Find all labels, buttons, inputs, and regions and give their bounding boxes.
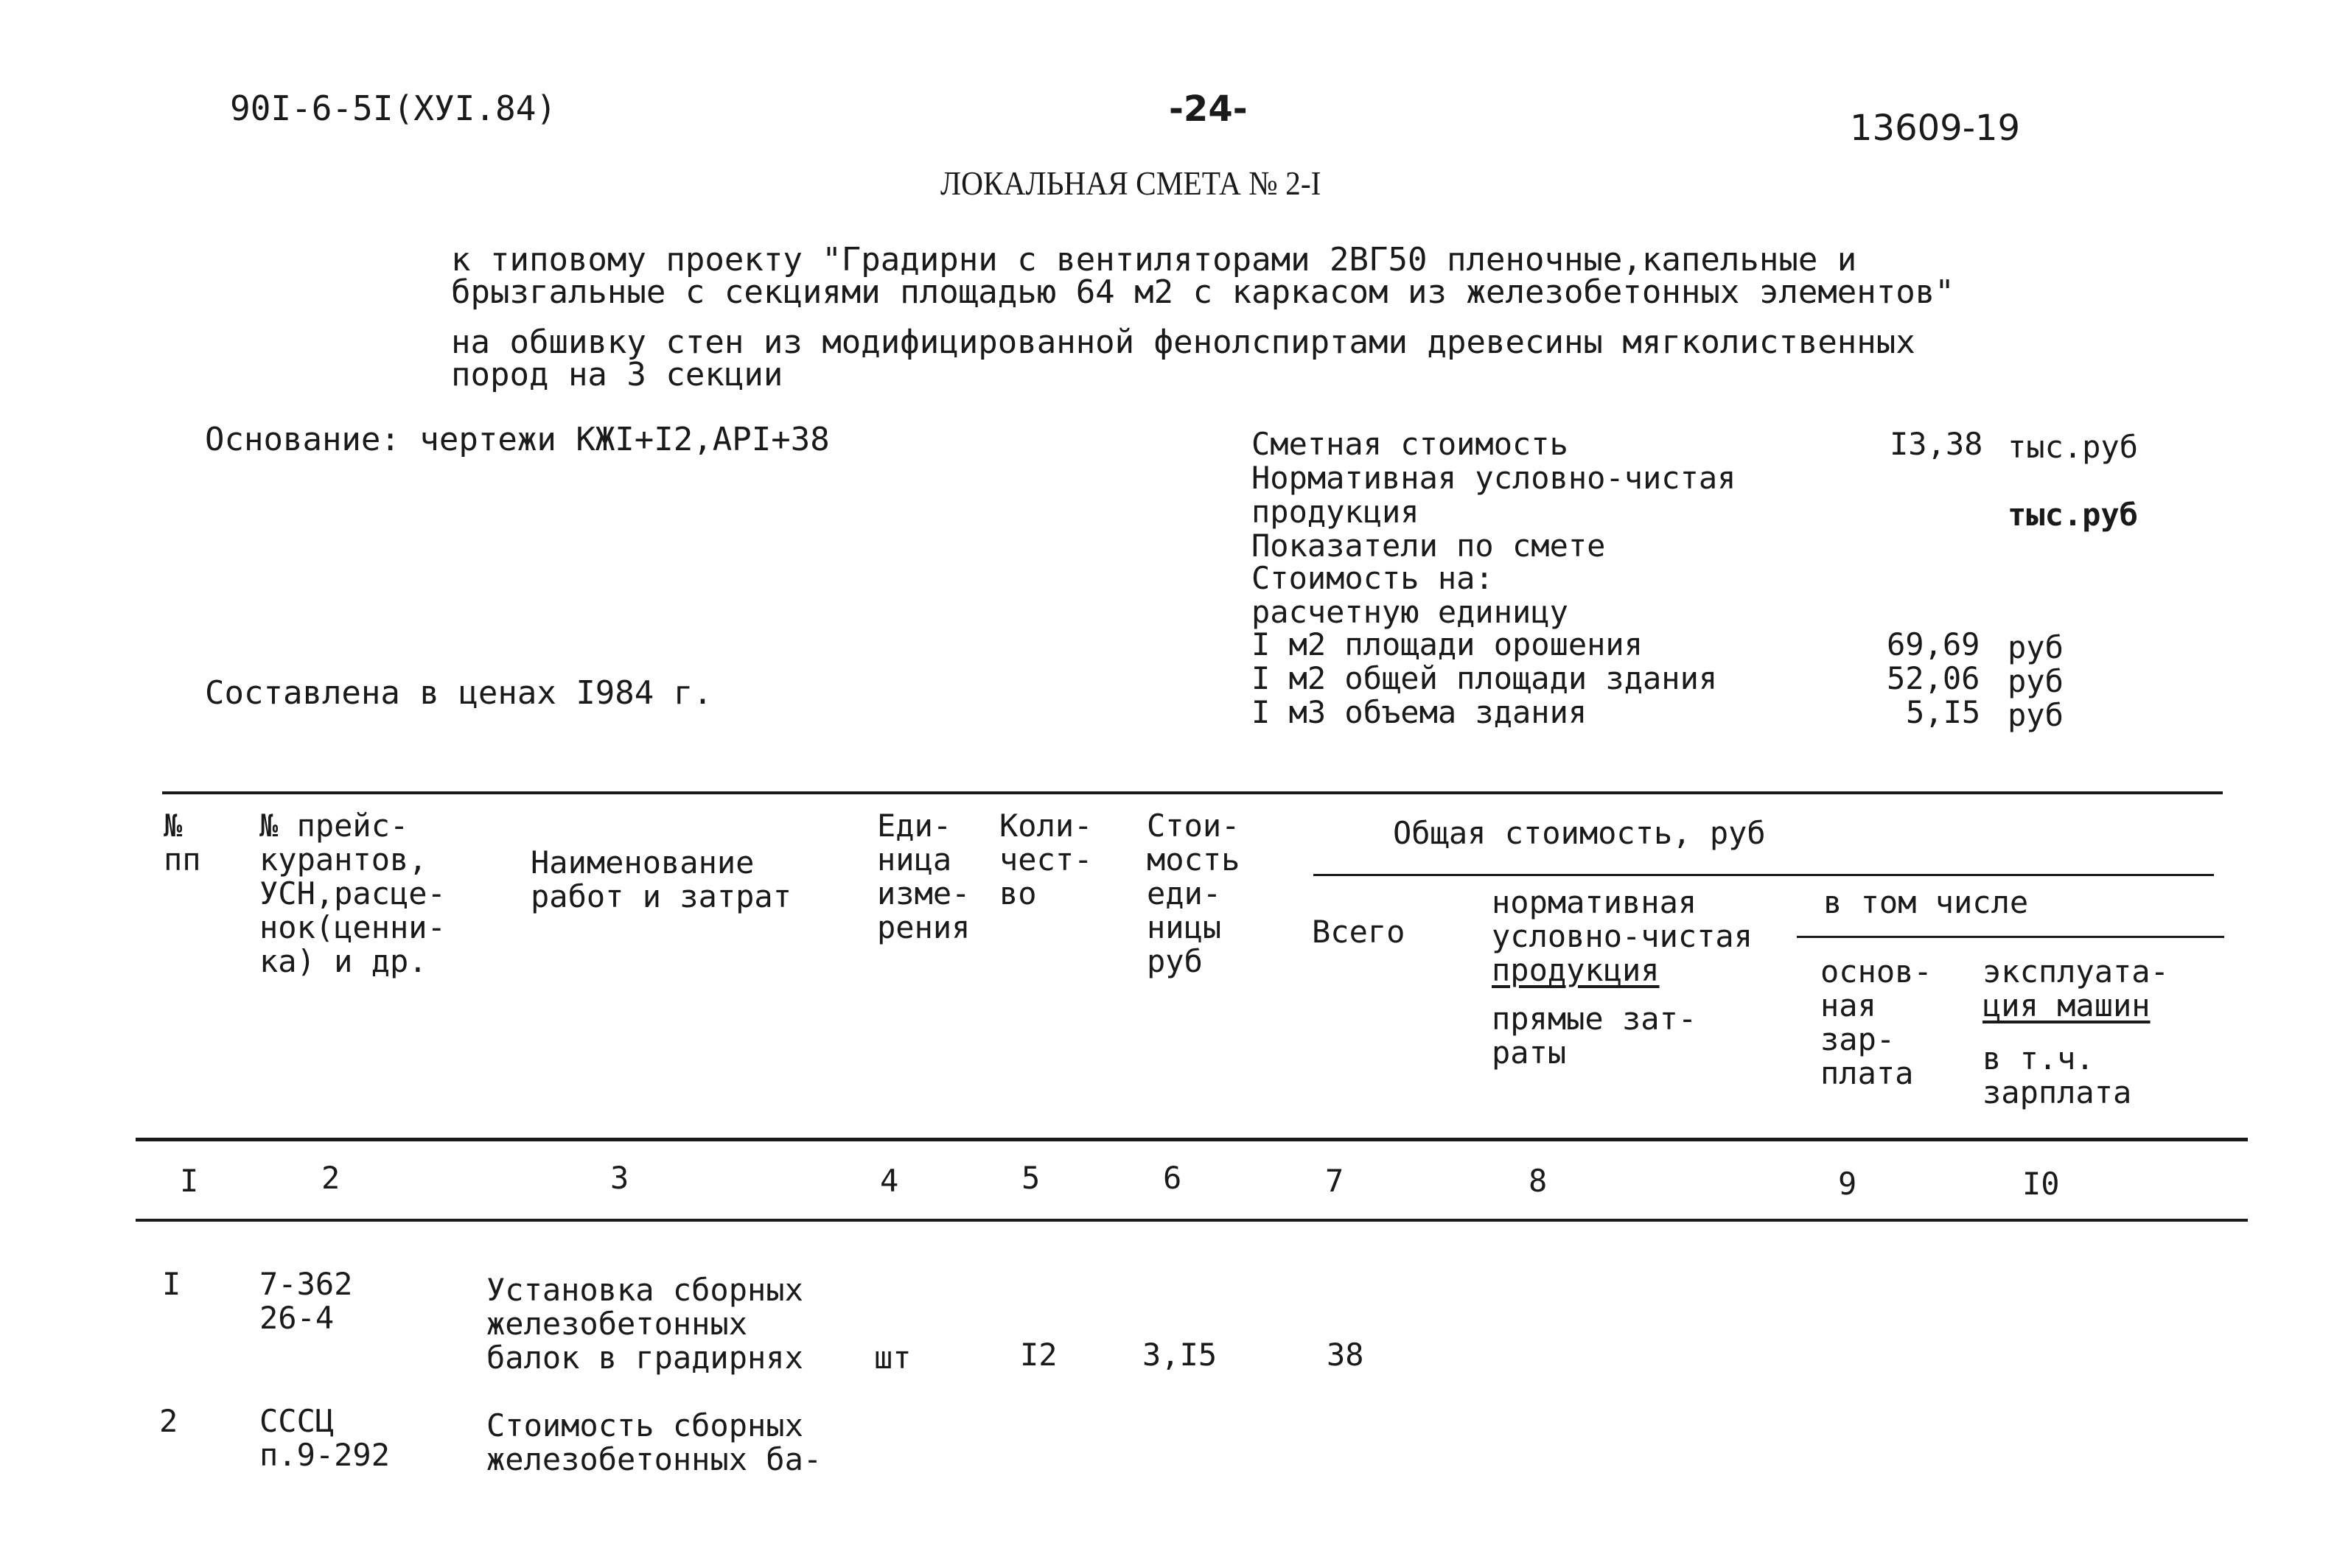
indicator-row-value: 69,69	[1887, 626, 1980, 662]
row-work-name: Стоимость сборных железобетонных ба-	[486, 1407, 822, 1477]
indicator-row-unit: руб	[2008, 697, 2064, 733]
estimated-cost-unit: тыс.руб	[2008, 429, 2139, 465]
indicator-row-unit: руб	[2008, 663, 2064, 699]
unit-label: расчетную единицу	[1251, 594, 1568, 630]
row-price-ref: 7-362 26-4	[259, 1266, 353, 1336]
header-bottom-rule	[136, 1138, 2248, 1141]
header-col-price-ref: № прейс- курантов, УСН,расце- нок(ценни- ка) и др.	[259, 808, 446, 979]
header-including: в том числе	[1823, 884, 2029, 920]
column-number: I	[180, 1163, 199, 1199]
column-number: 8	[1529, 1163, 1548, 1199]
column-number: 6	[1163, 1160, 1182, 1196]
indicator-row-value: 52,06	[1887, 660, 1980, 696]
total-header-rule	[1313, 874, 2214, 876]
indicator-row-label: I м2 площади орошения	[1251, 626, 1643, 662]
row-total: 38	[1327, 1337, 1364, 1373]
indicator-row-value: 5,I5	[1906, 694, 1981, 730]
column-number: 3	[610, 1160, 629, 1196]
row-unit: шт	[874, 1340, 912, 1376]
header-total-cost: Общая стоимость, руб	[1393, 815, 1766, 851]
normative-unit: тыс.руб	[2008, 497, 2139, 533]
header-col-machines: эксплуата- ция машин	[1983, 953, 2169, 1023]
column-number: 9	[1838, 1166, 1857, 1202]
header-col-number: № пп	[164, 808, 201, 878]
row-quantity: I2	[1020, 1337, 1058, 1373]
document-code: 90I-6-5I(XУI.84)	[230, 88, 557, 128]
compiled-text: Составлена в ценах I984 г.	[205, 674, 713, 712]
basis-text: Основание: чертежи КЖI+I2,АРI+38	[205, 421, 830, 458]
description-line-3: на обшивку стен из модифицированной фенолспиртами древесины мягколиственных	[451, 323, 1915, 361]
estimated-cost-value: I3,38	[1890, 426, 1983, 462]
estimated-cost-label: Сметная стоимость	[1251, 426, 1568, 462]
description-line-2: брызгальные с секциями площадью 64 м2 с каркасом из железобетонных элементов"	[451, 273, 1954, 311]
page-number: -24-	[1169, 88, 1248, 130]
row-number: I	[162, 1266, 181, 1302]
column-number: 2	[321, 1160, 340, 1196]
table-top-rule	[162, 791, 2223, 794]
numbers-bottom-rule	[136, 1219, 2248, 1222]
row-work-name: Установка сборных железобетонных балок в градирнях	[486, 1272, 803, 1376]
indicator-row-unit: руб	[2008, 629, 2064, 665]
normative-label-2: продукция	[1251, 494, 1419, 530]
header-col-base-salary: основ- ная зар- плата	[1820, 953, 1932, 1091]
row-price-ref: СССЦ п.9-292	[259, 1403, 391, 1473]
normative-label-1: Нормативная условно-чистая	[1251, 460, 1736, 496]
column-number: I0	[2022, 1166, 2060, 1202]
header-col-direct-costs: прямые зат- раты	[1492, 1001, 1697, 1071]
row-unit-cost: 3,I5	[1142, 1337, 1218, 1373]
column-number: 4	[880, 1163, 899, 1199]
header-col-normative: нормативная условно-чистая продукция	[1492, 884, 1753, 988]
indicator-row-label: I м2 общей площади здания	[1251, 660, 1718, 696]
cost-on-label: Стоимость на:	[1251, 560, 1494, 596]
header-col-quantity: Коли- чест- во	[999, 808, 1093, 911]
header-col-unit: Еди- ница изме- рения	[877, 808, 971, 945]
header-col-unit-cost: Стои- мость еди- ницы руб	[1147, 808, 1240, 979]
row-number: 2	[159, 1403, 178, 1439]
column-number: 7	[1325, 1163, 1344, 1199]
description-line-4: пород на 3 секции	[451, 356, 783, 393]
header-col-total: Всего	[1312, 914, 1405, 950]
indicator-row-label: I м3 объема здания	[1251, 694, 1587, 730]
description-line-1: к типовому проекту "Градирни с вентиляторами 2ВГ50 пленочные,капельные и	[451, 241, 1857, 279]
indicators-label: Показатели по смете	[1251, 528, 1606, 564]
document-title: ЛОКАЛЬНАЯ СМЕТА № 2-I	[940, 164, 1321, 202]
column-number: 5	[1021, 1160, 1041, 1196]
incl-header-rule	[1797, 936, 2224, 938]
header-col-machines-salary: в т.ч. зарплата	[1983, 1040, 2132, 1110]
archive-number: 13609-19	[1850, 108, 2021, 149]
header-col-name: Наименование работ и затрат	[531, 844, 792, 914]
